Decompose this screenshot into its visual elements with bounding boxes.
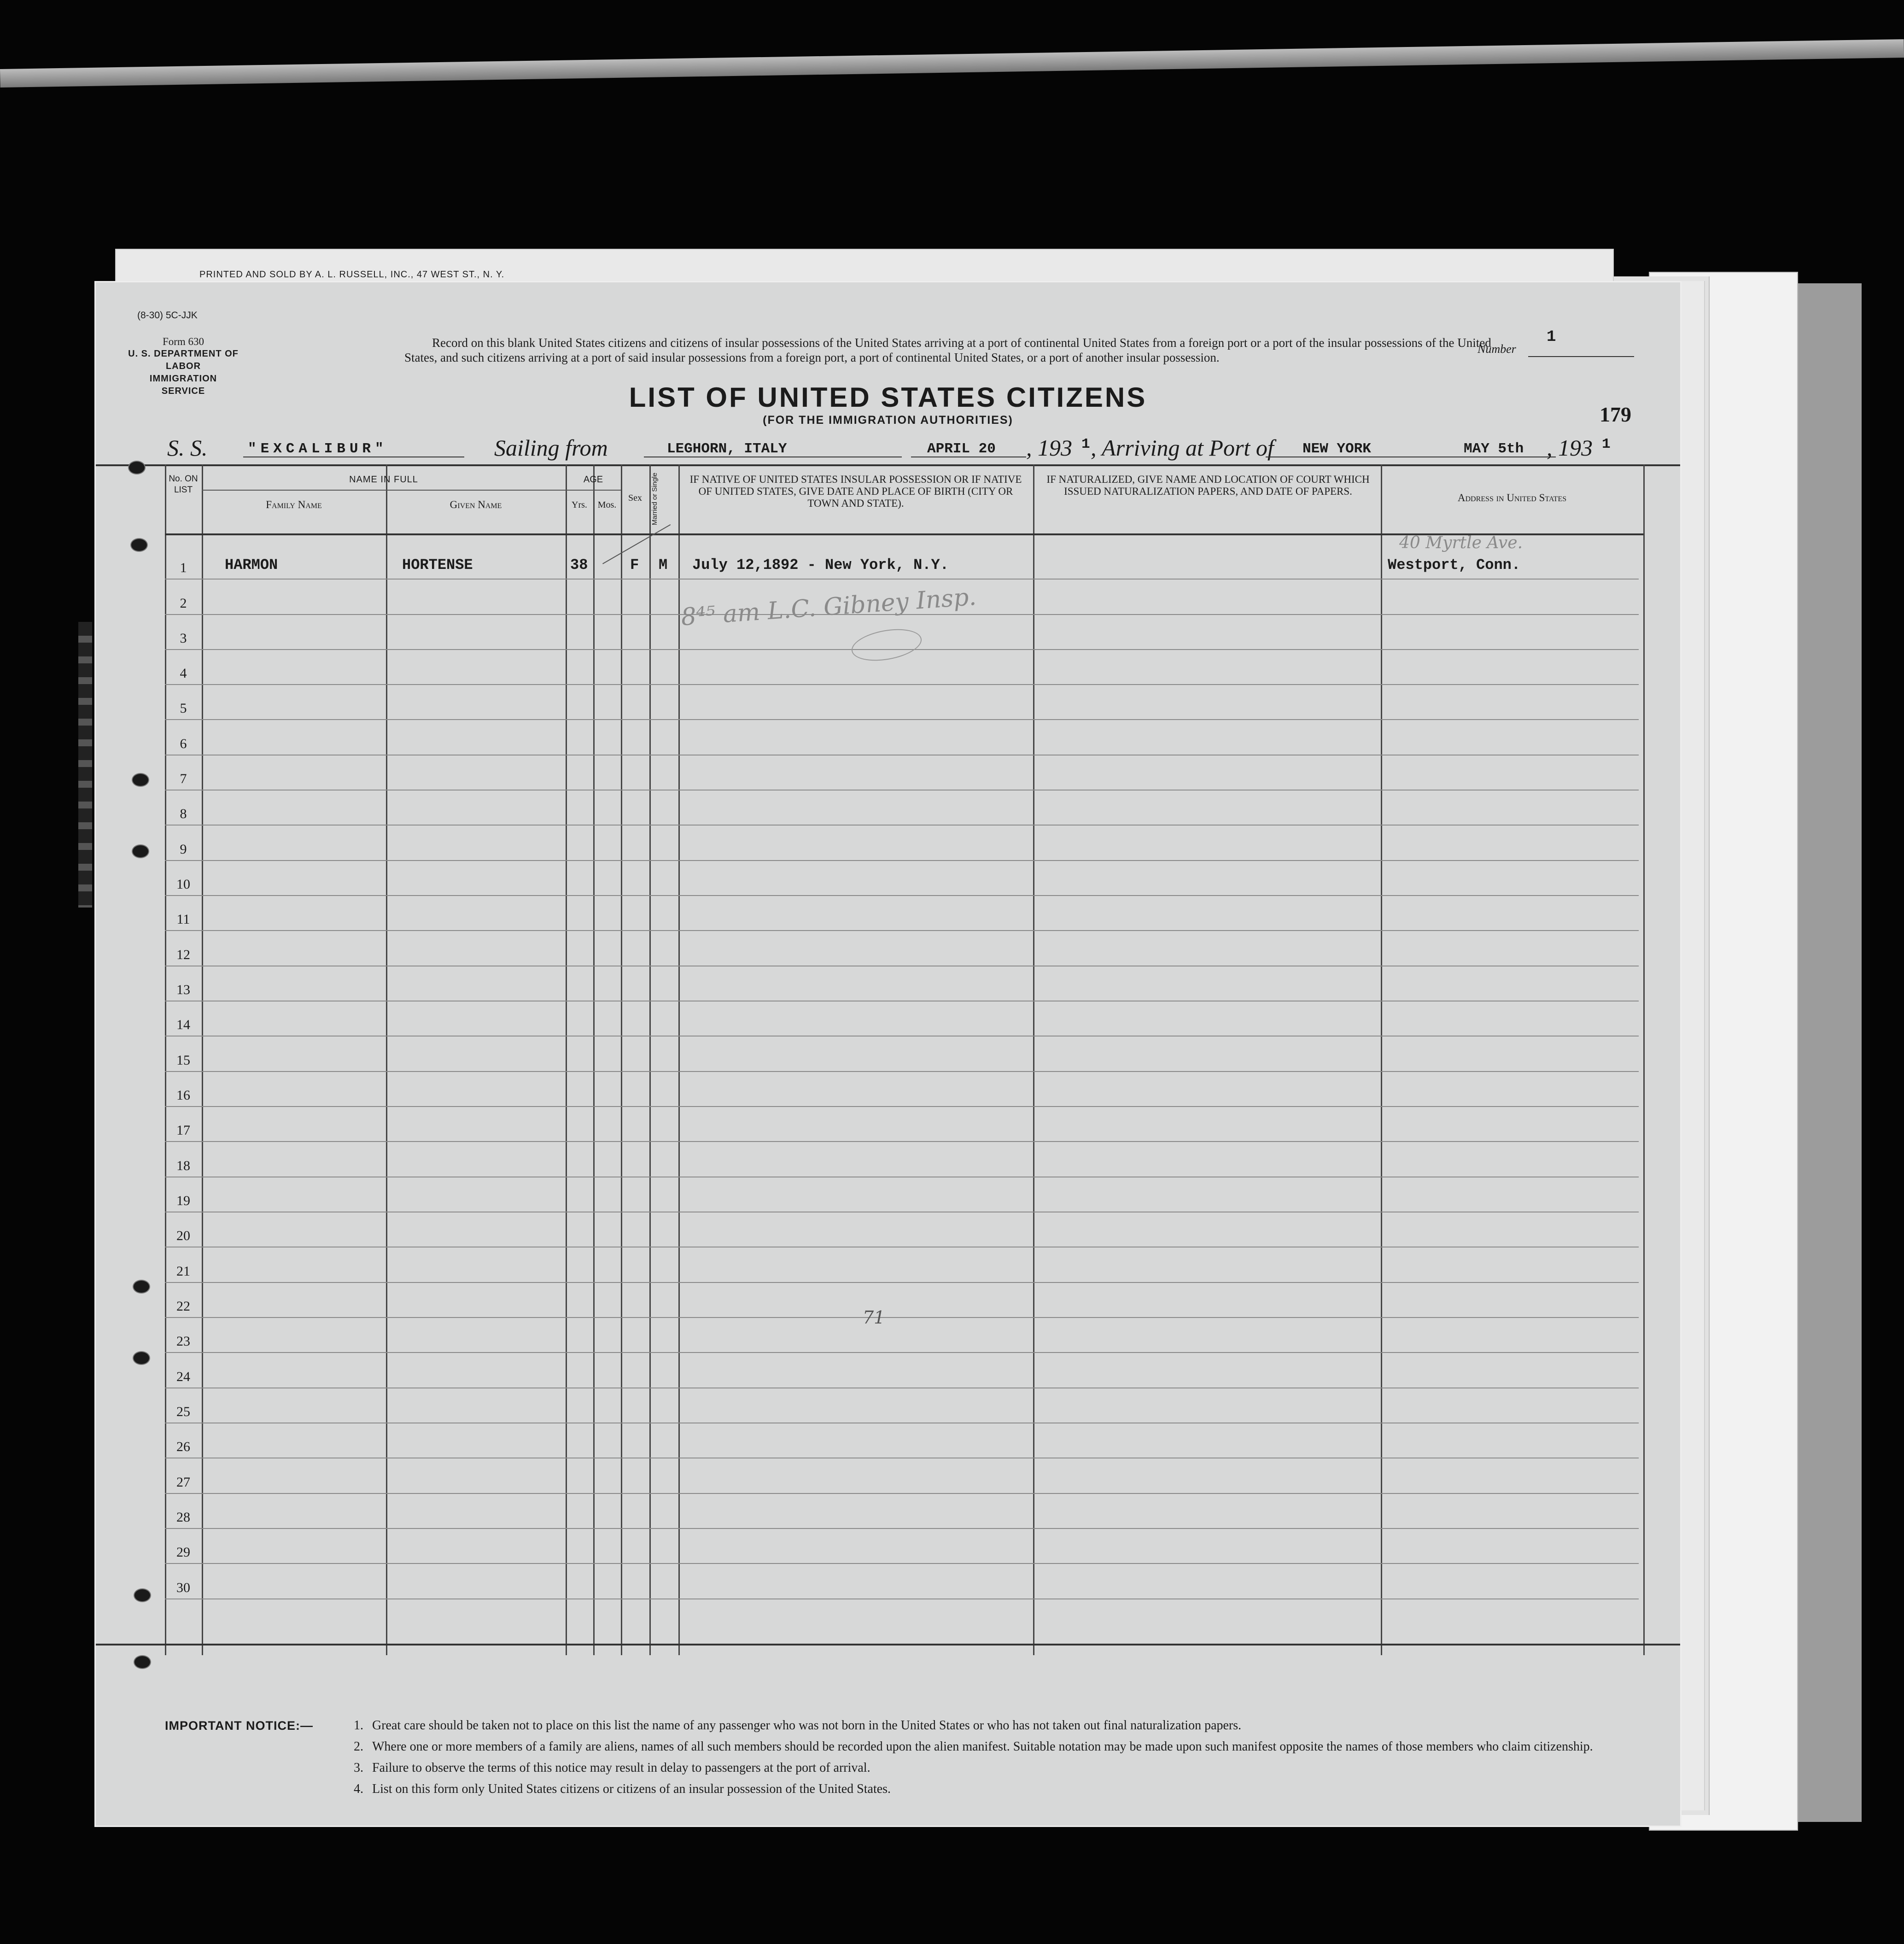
row-number: 14 xyxy=(176,1017,190,1032)
row-number: 12 xyxy=(176,947,190,962)
form-instructions: Record on this blank United States citizens and citizens of insular possessions of the United States arriving at a port of continental United States from a foreign port or a port of the insular possessions of the United States, and such citizens arriving at a port of said insular possessions from a foreign port, a port of continental United States, or a port of another insular possession. xyxy=(404,336,1491,364)
row-number: 7 xyxy=(180,771,187,786)
row-number: 5 xyxy=(180,701,187,716)
port-to: NEW YORK xyxy=(1302,441,1371,457)
family-name-cell: HARMON xyxy=(225,556,278,574)
row-number: 26 xyxy=(176,1439,190,1454)
notice-item-number: 3. xyxy=(354,1761,363,1775)
department-name: U. S. DEPARTMENT OF LABOR xyxy=(128,349,239,371)
row-number: 4 xyxy=(180,666,187,681)
page-mark: 71 xyxy=(863,1307,885,1328)
notice-item-text: List on this form only United States citizens or citizens of an insular possession of the United States. xyxy=(372,1782,891,1796)
film-edge-streak xyxy=(0,39,1904,88)
given-name-cell: HORTENSE xyxy=(402,556,473,574)
voyage-line xyxy=(96,434,1680,467)
punch-hole xyxy=(130,538,148,552)
row-number: 3 xyxy=(180,631,187,646)
page-title: LIST OF UNITED STATES CITIZENS xyxy=(629,382,1147,413)
form-number-label: Form 630 xyxy=(162,336,204,347)
notice-item-text: Where one or more members of a family are aliens, names of all such members should be recorded upon the alien manifest. Suitable notation may be made upon such manifest opposite the names of those members who claim citizenship. xyxy=(372,1739,1593,1754)
service-name: IMMIGRATION SERVICE xyxy=(149,374,217,396)
row-number: 17 xyxy=(176,1123,190,1138)
header-name-in-full: NAME IN FULL xyxy=(349,474,418,485)
row-number: 9 xyxy=(180,842,187,857)
pencil-loop xyxy=(849,624,924,666)
ship-name: "EXCALIBUR" xyxy=(248,441,388,457)
row-number: 15 xyxy=(176,1053,190,1068)
birth-cell: July 12,1892 - New York, N.Y. xyxy=(692,556,949,574)
punch-hole xyxy=(132,844,149,858)
address-cell: Westport, Conn. xyxy=(1388,556,1521,574)
header-given-name: Given Name xyxy=(450,499,502,510)
row-number: 27 xyxy=(176,1475,190,1490)
header-married-single: Married or Single xyxy=(651,472,659,526)
row-number: 30 xyxy=(176,1580,190,1595)
row-number: 20 xyxy=(176,1228,190,1243)
sail-year-digit: 1 xyxy=(1081,436,1090,452)
notice-item-text: Great care should be taken not to place on this list the name of any passenger who was not born in the United States or who has not taken out final naturalization papers. xyxy=(372,1718,1242,1733)
arrive-date: MAY 5th xyxy=(1464,441,1524,457)
row-number: 23 xyxy=(176,1334,190,1349)
row-number: 8 xyxy=(180,806,187,821)
punch-hole xyxy=(133,1280,150,1294)
row-number: 6 xyxy=(180,736,187,751)
notice-item xyxy=(354,1779,1689,1800)
notice-item-number: 4. xyxy=(354,1782,363,1796)
notice-item-number: 2. xyxy=(354,1739,363,1754)
row-number: 29 xyxy=(176,1545,190,1560)
list-number-value: 1 xyxy=(1547,328,1556,346)
marital-cell: M xyxy=(659,556,668,574)
header-age: AGE xyxy=(583,474,603,485)
row-number: 2 xyxy=(180,596,187,611)
printer-imprint: PRINTED AND SOLD BY A. L. RUSSELL, INC., 47 WEST ST., N. Y. xyxy=(199,269,505,280)
sailing-label: Sailing from xyxy=(494,435,608,461)
sail-date: APRIL 20 xyxy=(927,441,996,457)
list-number xyxy=(1478,328,1556,356)
punch-hole xyxy=(134,1588,151,1602)
notice-item-number: 1. xyxy=(354,1718,363,1733)
sail-year-prefix: , 193 xyxy=(1026,435,1072,461)
row-number: 10 xyxy=(176,877,190,892)
list-number-label: Number xyxy=(1478,342,1516,356)
row-number: 28 xyxy=(176,1510,190,1525)
row-number: 25 xyxy=(176,1404,190,1419)
row-number: 24 xyxy=(176,1369,190,1384)
row-number: 22 xyxy=(176,1299,190,1314)
row-number: 1 xyxy=(180,560,187,575)
page-number: 179 xyxy=(1600,403,1631,426)
punch-hole xyxy=(128,461,146,474)
notice-label: IMPORTANT NOTICE:— xyxy=(165,1719,313,1733)
row-number: 11 xyxy=(176,912,190,927)
row-number: 21 xyxy=(176,1264,190,1279)
arrive-year-prefix: , 193 xyxy=(1547,435,1593,461)
row-number: 16 xyxy=(176,1088,190,1103)
header-birth-info: IF NATIVE OF UNITED STATES INSULAR POSSESSION OR IF NATIVE OF UNITED STATES, GIVE DATE AND PLACE OF BIRTH (CITY OR TOWN AND STATE). xyxy=(689,474,1022,509)
header-no-on-list: No. ON LIST xyxy=(169,474,198,495)
header-naturalization: IF NATURALIZED, GIVE NAME AND LOCATION OF COURT WHICH ISSUED NATURALIZATION PAPERS, AND DATE OF PAPERS. xyxy=(1046,474,1370,497)
row-number: 19 xyxy=(176,1193,190,1208)
punch-hole xyxy=(132,773,149,787)
sex-cell: F xyxy=(630,556,639,574)
header-yrs: Yrs. xyxy=(572,500,587,510)
ship-prefix: S. S. xyxy=(167,435,208,461)
binding-edge xyxy=(78,622,92,908)
header-sex: Sex xyxy=(628,493,642,503)
citizen-list-form xyxy=(94,269,1682,1827)
port-from: LEGHORN, ITALY xyxy=(667,441,787,457)
punch-hole xyxy=(133,1351,150,1365)
passenger-table xyxy=(96,464,1680,1655)
punch-hole xyxy=(134,1655,151,1669)
row-number: 18 xyxy=(176,1158,190,1173)
page-subtitle: (FOR THE IMMIGRATION AUTHORITIES) xyxy=(763,414,1013,427)
notice-item-text: Failure to observe the terms of this notice may result in delay to passengers at the port of arrival. xyxy=(372,1761,870,1775)
arriving-label: , Arriving at Port of xyxy=(1091,435,1274,461)
inspector-note: 8⁴⁵ am L.C. Gibney Insp. xyxy=(680,583,977,632)
address-handwritten: 40 Myrtle Ave. xyxy=(1399,533,1523,552)
header-family-name: Family Name xyxy=(266,499,322,510)
notice-item xyxy=(354,1715,1689,1736)
arrive-year-digit: 1 xyxy=(1602,436,1611,452)
table-top-rule xyxy=(96,464,1680,466)
notice-item xyxy=(354,1757,1689,1779)
form-code: (8-30) 5C-JJK xyxy=(137,310,198,321)
row-number: 13 xyxy=(176,982,190,997)
notice-item xyxy=(354,1736,1689,1757)
header-address: Address in United States xyxy=(1457,492,1567,504)
header-mos: Mos. xyxy=(597,500,617,510)
age-years-cell: 38 xyxy=(570,556,588,574)
